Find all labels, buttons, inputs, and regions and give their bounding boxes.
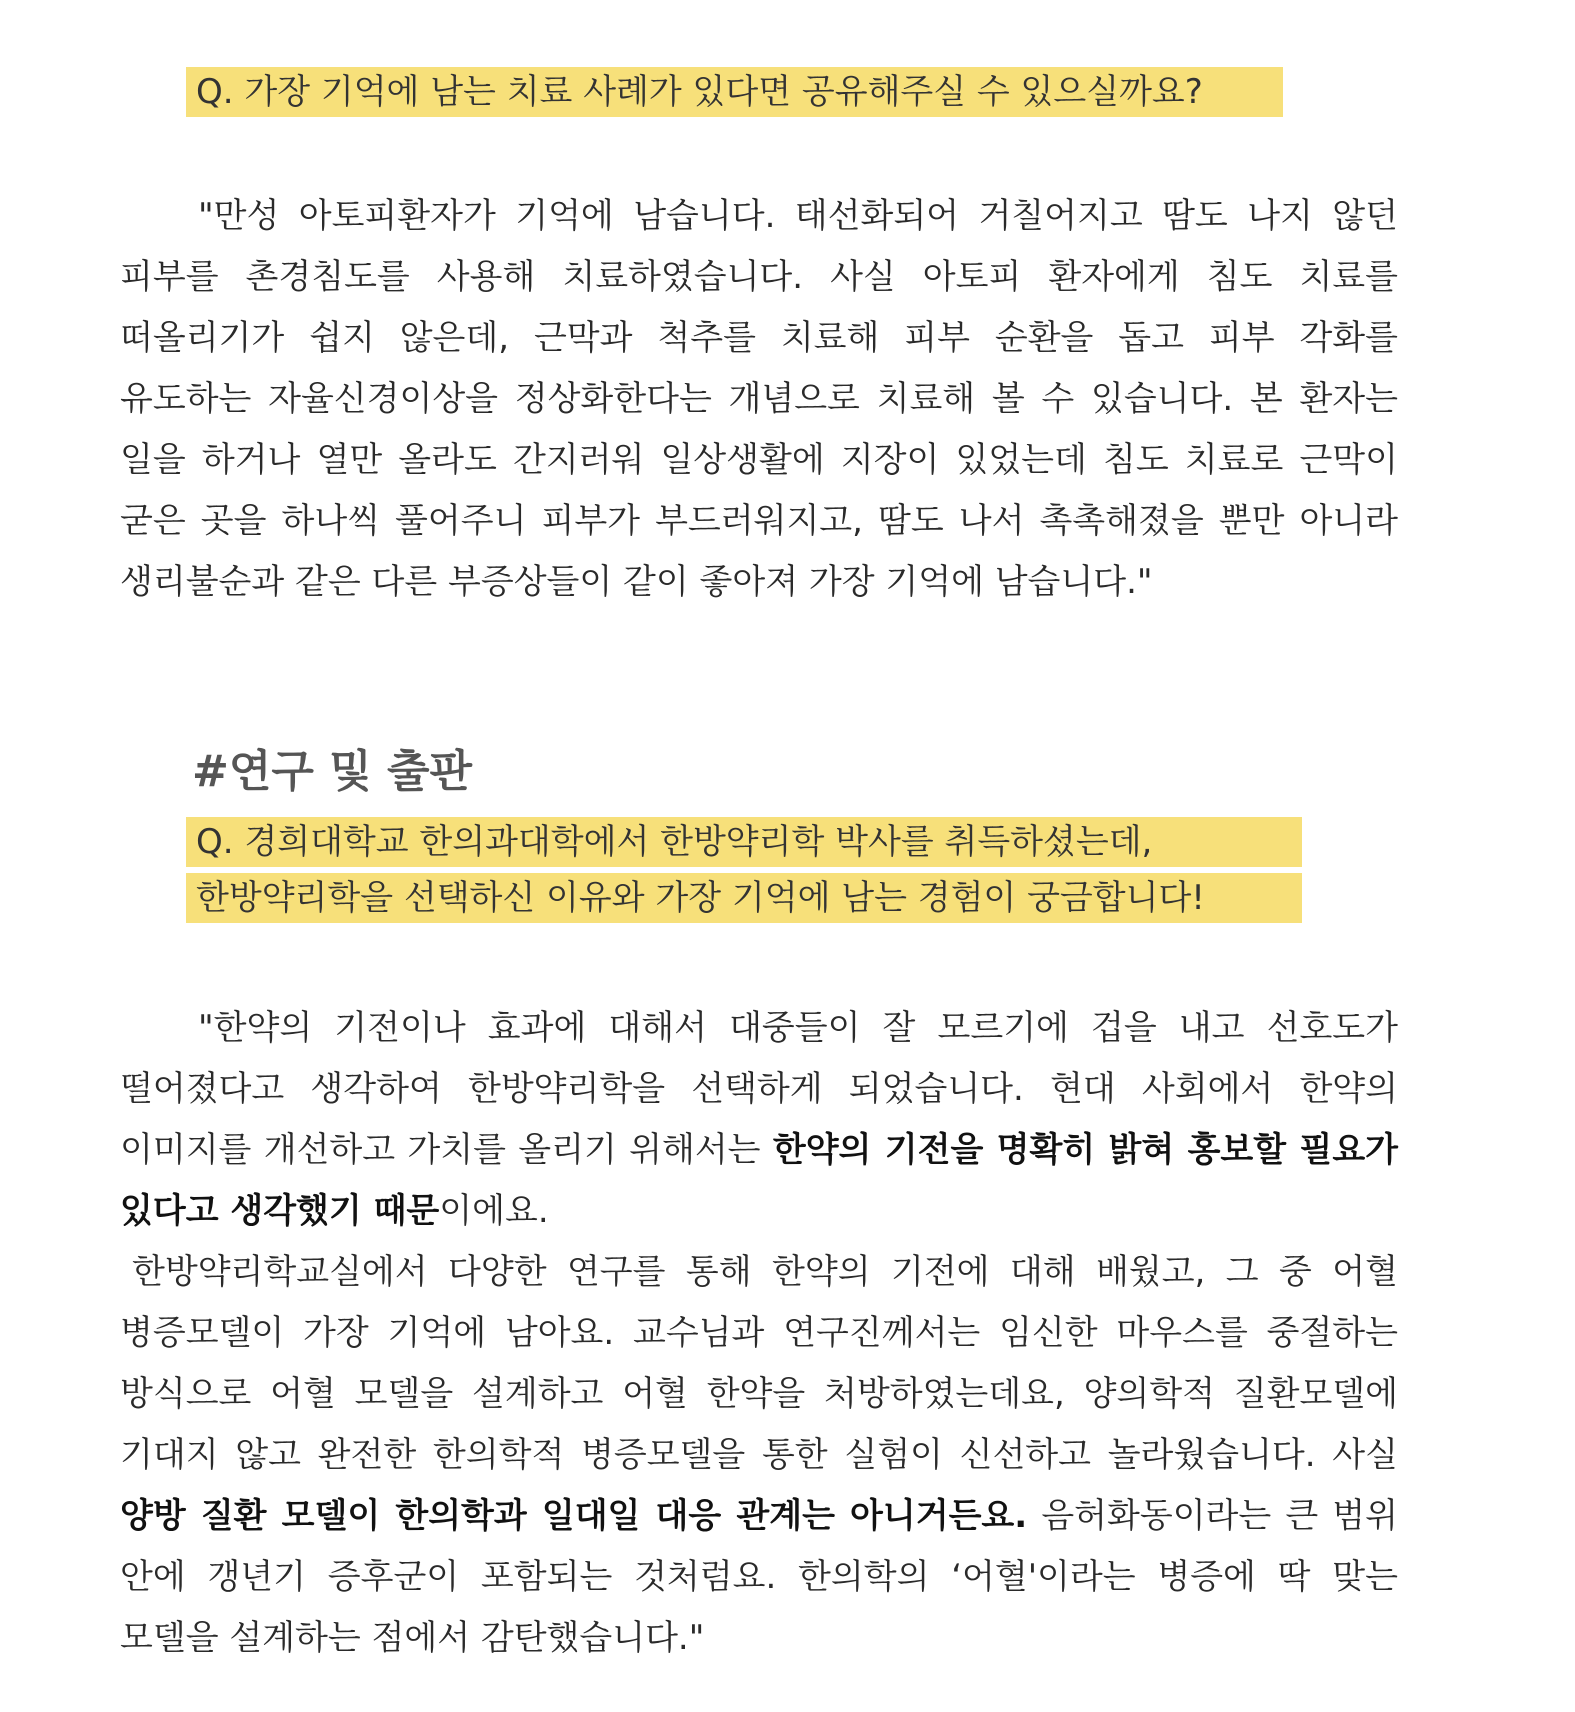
question-highlight-2 <box>186 817 1302 923</box>
emphasis-text: 양방 질환 모델이 한의학과 일대일 대응 관계는 아니거든요. <box>120 1496 1028 1536</box>
question-line-1: Q. 경희대학교 한의과대학에서 한방약리학 박사를 취득하셨는데, <box>186 817 1302 867</box>
answer-block-2 <box>120 998 1398 1669</box>
answer-text: 이에요. <box>439 1191 549 1231</box>
question-highlight-1 <box>186 67 1283 117</box>
section-heading: #연구 및 출판 <box>192 746 473 797</box>
question-text: Q. 가장 기억에 남는 치료 사례가 있다면 공유해주실 수 있으실까요? <box>186 67 1283 117</box>
answer-text: "한약의 기전이나 효과에 대해서 대중들이 잘 모르기에 겁을 내고 선호도가 떨어졌다고 생각하여 한방약리학을 선택하게 되었습니다. 현대 사회에서 한약의 이미지를 개선하고 가치를 올리기 위해서는 <box>120 1008 1398 1170</box>
answer-paragraph-2a <box>120 998 1398 1242</box>
question-line-2: 한방약리학을 선택하신 이유와 가장 기억에 남는 경험이 궁금합니다! <box>186 873 1302 923</box>
answer-paragraph-2b <box>120 1242 1398 1669</box>
answer-text: "만성 아토피환자가 기억에 남습니다. 태선화되어 거칠어지고 땀도 나지 않던 피부를 촌경침도를 사용해 치료하였습니다. 사실 아토피 환자에게 침도 치료를 떠올리기가 쉽지 않은데, 근막과 척추를 치료해 피부 순환을 돕고 피부 각화를 유도하는 자율신경이상을 정상화한다는 개념으로 치료해 볼 수 있습니다. 본 환자는 일을 하거나 열만 올라도 간지러워 일상생활에 지장이 있었는데 침도 치료로 근막이 굳은 곳을 하나씩 풀어주니 피부가 부드러워지고, 땀도 나서 촉촉해졌을 뿐만 아니라 생리불순과 같은 다른 부증상들이 같이 좋아져 가장 기억에 남습니다." <box>120 196 1398 602</box>
answer-paragraph-1 <box>120 186 1398 613</box>
answer-text: 음허화동이라는 큰 범위 안에 갱년기 증후군이 포함되는 것처럼요. 한의학의 ‘어혈'이라는 병증에 딱 맞는 모델을 설계하는 점에서 감탄했습니다." <box>120 1496 1398 1658</box>
answer-text: 한방약리학교실에서 다양한 연구를 통해 한약의 기전에 대해 배웠고, 그 중 어혈 병증모델이 가장 기억에 남아요. 교수님과 연구진께서는 임신한 마우스를 중절하는 방식으로 어혈 모델을 설계하고 어혈 한약을 처방하였는데요, 양의학적 질환모델에 기대지 않고 완전한 한의학적 병증모델을 통한 실험이 신선하고 놀라웠습니다. 사실 <box>120 1252 1398 1475</box>
emphasis-text: 한약의 기전을 명확히 밝혀 홍보할 필요가 있다고 생각했기 때문 <box>120 1130 1399 1231</box>
